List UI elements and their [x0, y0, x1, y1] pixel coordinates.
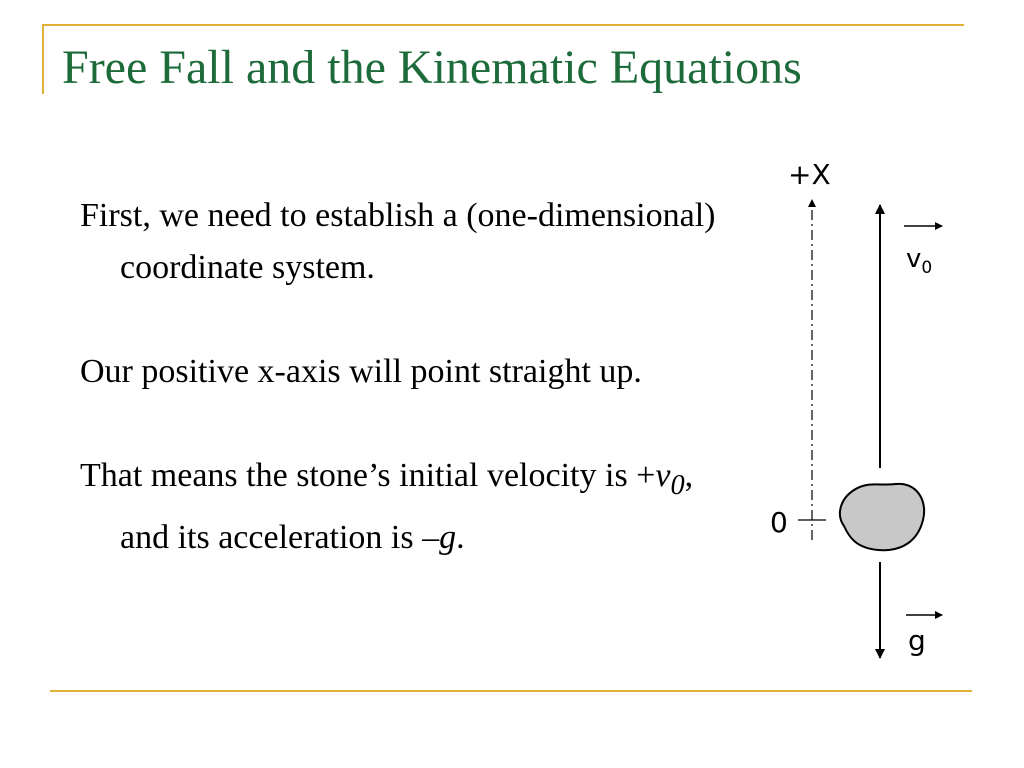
bullet-item-positive-axis: Our positive x-axis will point straight up.	[80, 353, 642, 390]
g-sign: –	[422, 518, 440, 556]
top-accent-rule	[42, 24, 964, 26]
bullet-item-coordinate-system: First, we need to establish a (one-dimensional) coordinate system.	[80, 197, 716, 286]
g-symbol: g	[439, 518, 457, 556]
free-fall-diagram	[760, 150, 970, 680]
velocity-subscript: 0	[921, 258, 933, 278]
velocity-label: $v_0$	[906, 244, 933, 278]
v0-subscript: 0	[670, 469, 685, 501]
origin-label: 0	[770, 506, 788, 539]
bullet-item-initial-conditions	[80, 450, 740, 564]
bullet-list	[80, 190, 740, 564]
bullet-text-end: .	[456, 518, 465, 556]
slide-title: Free Fall and the Kinematic Equations	[62, 41, 802, 94]
axis-label: +X	[788, 158, 831, 191]
gravity-label: g	[908, 624, 926, 657]
stone-shape	[840, 484, 924, 550]
v0-symbol: $v_0$	[655, 457, 685, 501]
left-accent-rule	[42, 24, 44, 94]
bullet-text-middle: , and its acceleration is	[120, 457, 694, 556]
bottom-accent-rule	[50, 690, 972, 692]
bullet-text-start: That means the stone’s initial velocity is +	[80, 457, 656, 494]
